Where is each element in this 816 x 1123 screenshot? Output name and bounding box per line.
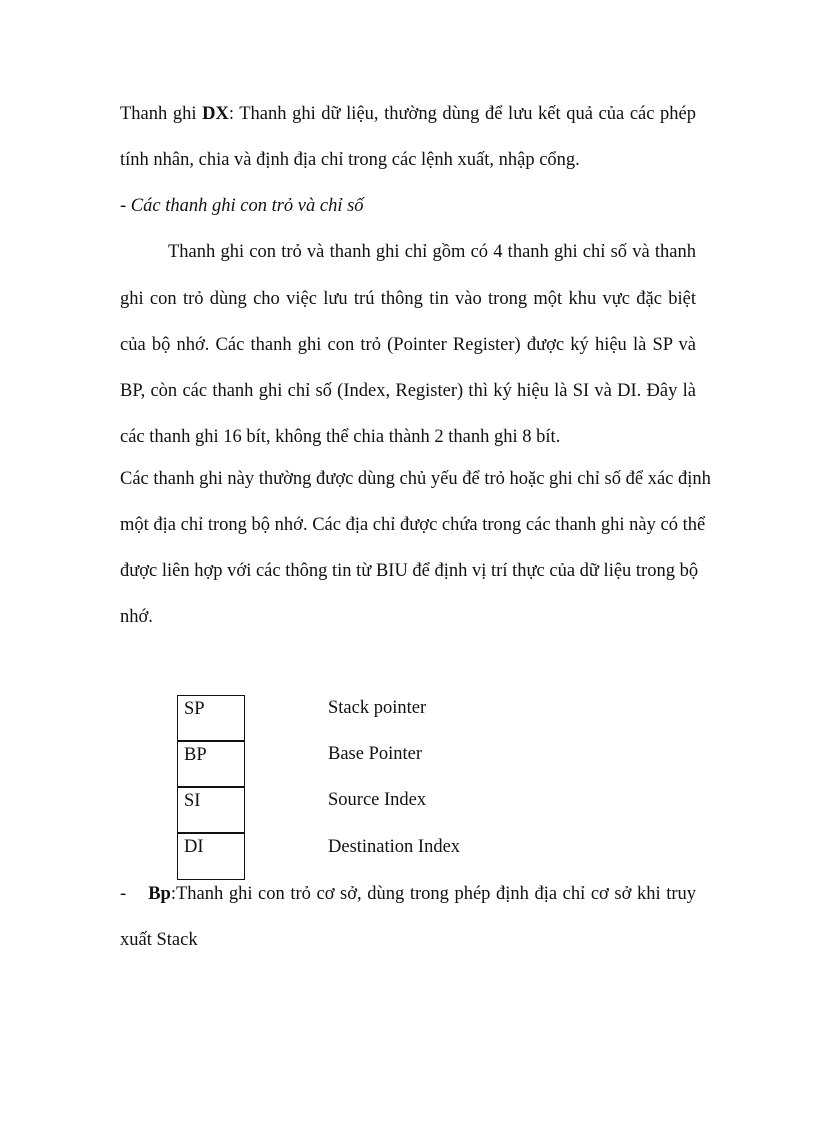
dx-prefix: Thanh ghi xyxy=(120,104,203,124)
bp-note-label xyxy=(120,883,176,905)
register-desc-bp: Base Pointer xyxy=(328,744,423,764)
bp-note-line-1-text: Thanh ghi con trỏ cơ sở, dùng trong phép định địa chỉ cơ sở khi truy xyxy=(176,884,696,904)
bp-note-line-2: xuất Stack xyxy=(120,930,198,950)
register-cell-di: DI xyxy=(177,833,245,880)
paragraph2-line-2: một địa chỉ trong bộ nhớ. Các địa chỉ được chứa trong các thanh ghi này có thể xyxy=(120,515,706,535)
bp-note-term: Bp xyxy=(148,884,171,904)
paragraph1-line-5: các thanh ghi 16 bít, không thể chia thành 2 thanh ghi 8 bít. xyxy=(120,427,561,447)
register-cell-sp: SP xyxy=(177,695,245,741)
dx-line-1 xyxy=(120,103,696,125)
paragraph1-line-2: ghi con trỏ dùng cho việc lưu trú thông tin vào trong một khu vực đặc biệt xyxy=(120,289,696,309)
paragraph2-line-4: nhớ. xyxy=(120,607,153,627)
dx-line-1-text: : Thanh ghi dữ liệu, thường dùng để lưu kết quả của các phép xyxy=(228,104,696,124)
paragraph2-line-3: được liên hợp với các thông tin từ BIU để định vị trí thực của dữ liệu trong bộ xyxy=(120,561,699,581)
bp-note-dash: - xyxy=(120,884,149,904)
dx-label: DX xyxy=(202,104,229,124)
paragraph2-line-1: Các thanh ghi này thường được dùng chủ yếu để trỏ hoặc ghi chỉ số để xác định xyxy=(120,469,711,489)
register-desc-sp: Stack pointer xyxy=(328,698,427,718)
register-desc-di: Destination Index xyxy=(328,837,461,857)
paragraph1-line-4: BP, còn các thanh ghi chỉ số (Index, Register) thì ký hiệu là SI và DI. Đây là xyxy=(120,381,696,401)
register-cell-si: SI xyxy=(177,787,245,833)
bp-note-line-1 xyxy=(120,883,696,905)
register-desc-si: Source Index xyxy=(328,790,427,810)
paragraph1-line-1: Thanh ghi con trỏ và thanh ghi chỉ gồm có 4 thanh ghi chỉ số và thanh xyxy=(168,242,696,262)
dx-line-2: tính nhân, chia và định địa chỉ trong các lệnh xuất, nhập cổng. xyxy=(120,150,580,170)
register-cell-bp: BP xyxy=(177,741,245,787)
section-heading: - Các thanh ghi con trỏ và chỉ số xyxy=(120,196,364,216)
bp-note-colon: : xyxy=(170,884,176,904)
paragraph1-line-3: của bộ nhớ. Các thanh ghi con trỏ (Pointer Register) được ký hiệu là SP và xyxy=(120,335,696,355)
